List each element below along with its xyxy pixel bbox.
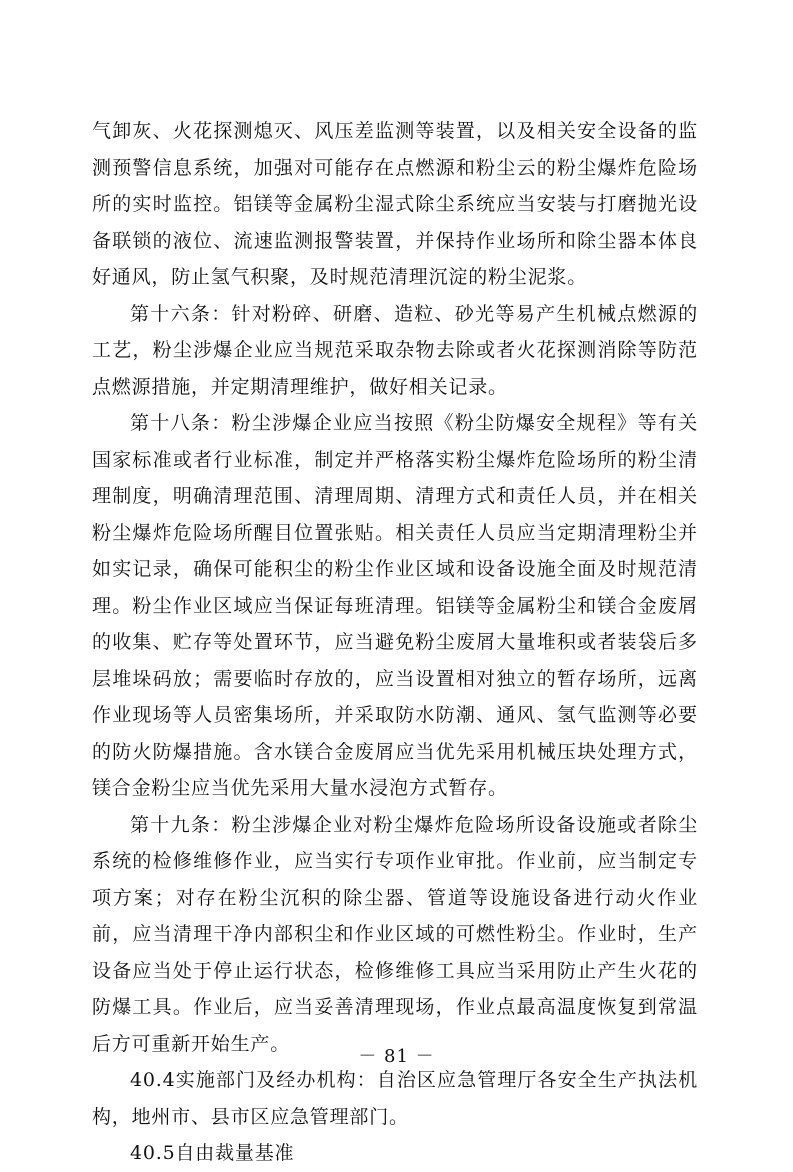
- paragraph-continuation: 气卸灰、火花探测熄灭、风压差监测等装置，以及相关安全设备的监测预警信息系统，加强对可能存在点燃源和粉尘云的粉尘爆炸危险场所的实时监控。铝镁等金属粉尘湿式除尘系统应当安装与打磨抛光设备联锁的液位、流速监测报警装置，并保持作业场所和除尘器本体良好通风，防止氢气积聚，及时规范清理沉淀的粉尘泥浆。: [92, 120, 698, 288]
- page-number: － 81 －: [358, 1046, 435, 1067]
- paragraph-article-18: 第十八条：粉尘涉爆企业应当按照《粉尘防爆安全规程》等有关国家标准或者行业标准，制定并严格落实粉尘爆炸危险场所的粉尘清理制度，明确清理范围、清理周期、清理方式和责任人员，并在相关粉尘爆炸危险场所醒目位置张贴。相关责任人员应当定期清理粉尘并如实记录，确保可能积尘的粉尘作业区域和设备设施全面及时规范清理。粉尘作业区域应当保证每班清理。铝镁等金属粉尘和镁合金废屑的收集、贮存等处置环节，应当避免粉尘废屑大量堆积或者装袋后多层堆垛码放；需要临时存放的，应当设置相对独立的暂存场所，远离作业现场等人员密集场所，并采取防水防潮、通风、氢气监测等必要的防火防爆措施。含水镁合金废屑应当优先采用机械压块处理方式，镁合金粉尘应当优先采用大量水浸泡方式暂存。: [92, 412, 698, 799]
- paragraph-article-16: 第十六条：针对粉碎、研磨、造粒、砂光等易产生机械点燃源的工艺，粉尘涉爆企业应当规范采取杂物去除或者火花探测消除等防范点燃源措施，并定期清理维护，做好相关记录。: [92, 302, 698, 398]
- paragraph-article-19: 第十九条：粉尘涉爆企业对粉尘爆炸危险场所设备设施或者除尘系统的检修维修作业，应当实行专项作业审批。作业前，应当制定专项方案；对存在粉尘沉积的除尘器、管道等设施设备进行动火作业前，应当清理干净内部积尘和作业区域的可燃性粉尘。作业时，生产设备应当处于停止运行状态，检修维修工具应当采用防止产生火花的防爆工具。作业后，应当妥善清理现场，作业点最高温度恢复到常温后方可重新开始生产。: [92, 813, 698, 1055]
- paragraph-section-40-5: 40.5自由裁量基准: [130, 1142, 295, 1164]
- paragraph-section-40-4: 40.4实施部门及经办机构：自治区应急管理厅各安全生产执法机构，地州市、县市区应急管理部门。: [92, 1069, 698, 1128]
- document-body: [92, 113, 698, 1172]
